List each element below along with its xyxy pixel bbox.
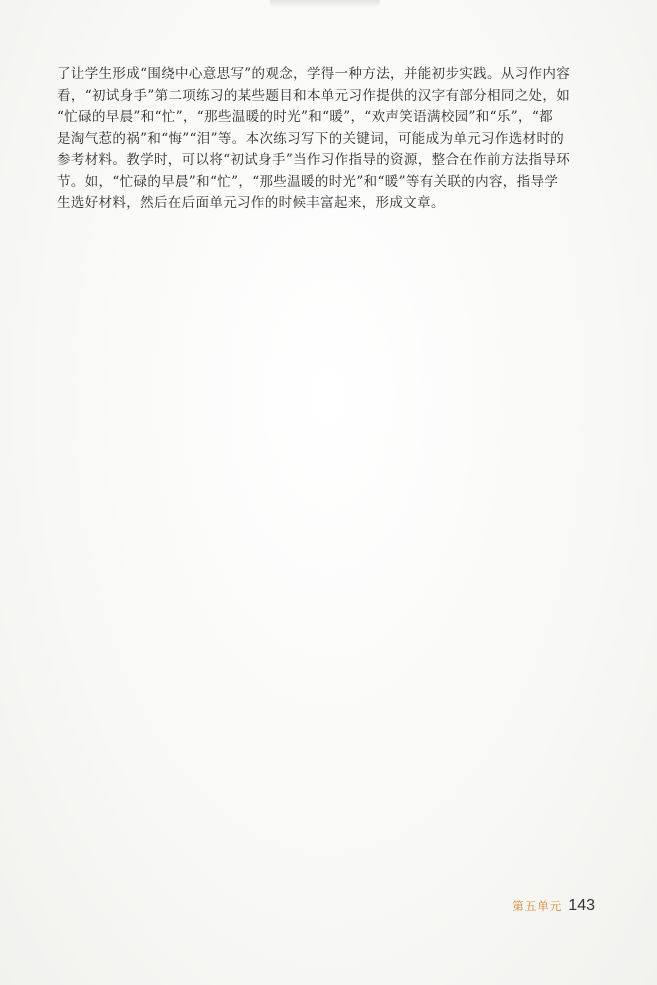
paragraph-line: 参考材料。教学时，可以将“初试身手”当作习作指导的资源，整合在作前方法指导环: [57, 152, 571, 168]
paragraph-line: “忙碌的早晨”和“忙”，“那些温暖的时光”和“暖”，“欢声笑语满校园”和“乐”，“都: [57, 109, 553, 125]
paragraph-line: 节。如，“忙碌的早晨”和“忙”，“那些温暖的时光”和“暖”等有关联的内容，指导学: [57, 173, 559, 190]
unit-label: 第五单元: [512, 899, 563, 913]
body-paragraph: [57, 64, 602, 215]
page-footer: [512, 897, 595, 915]
top-edge-mark: [270, 0, 380, 8]
paragraph-line: 是淘气惹的祸”和“悔”“泪”等。本次练习写下的关键词，可能成为单元习作选材时的: [57, 130, 565, 147]
paragraph-line: 了让学生形成“围绕中心意思写”的观念，学得一种方法，并能初步实践。从习作内容: [57, 66, 571, 82]
paragraph-line: 看，“初试身手”第二项练习的某些题目和本单元习作提供的汉字有部分相同之处，如: [57, 87, 571, 104]
page-number: 143: [568, 897, 595, 914]
paragraph-line: 生选好材料，然后在后面单元习作的时候丰富起来，形成文章。: [57, 195, 445, 211]
